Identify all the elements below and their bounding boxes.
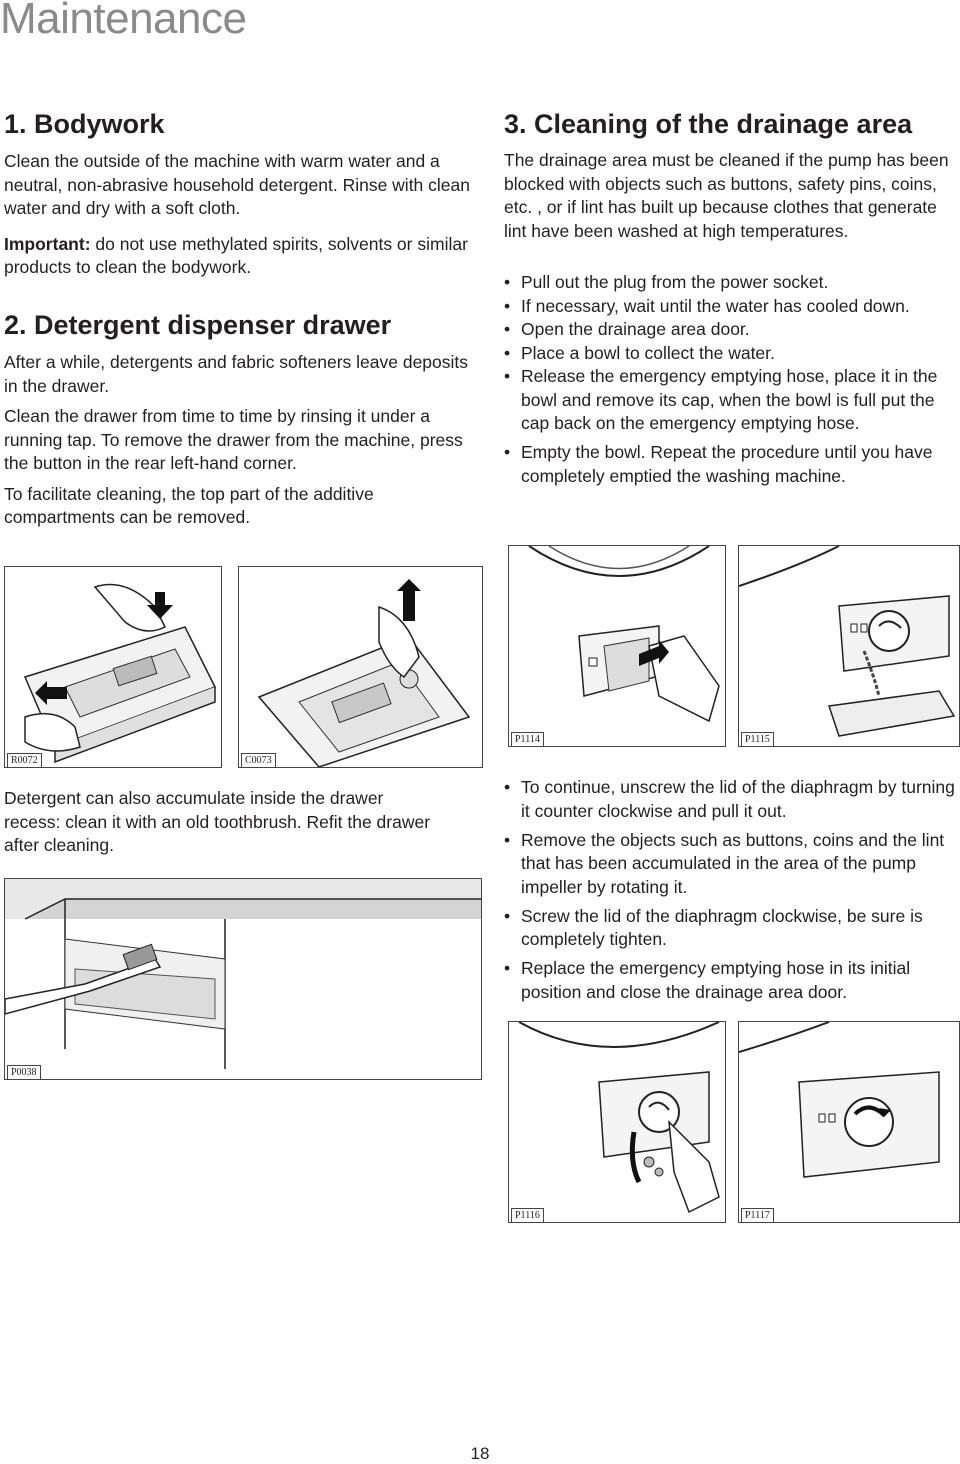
section-bodywork: [4, 108, 474, 280]
figure-drawer-compartment: [238, 566, 483, 768]
section-drainage-continued: [504, 776, 960, 1010]
list-item: • Open the drainage area door.: [504, 318, 960, 342]
figure-code: R0072: [7, 753, 42, 768]
list-item: • Place a bowl to collect the water.: [504, 342, 960, 366]
drainage-heading: 3. Cleaning of the drainage area: [504, 109, 913, 139]
bodywork-heading: 1. Bodywork: [4, 109, 165, 139]
list-item: • If necessary, wait until the water has cooled down.: [504, 295, 960, 319]
dispenser-para3: To facilitate cleaning, the top part of the additive compartments can be removed.: [4, 483, 374, 527]
dispenser-para1: After a while, detergents and fabric softeners leave deposits in the drawer.: [4, 352, 469, 396]
figure-code: P0038: [7, 1065, 41, 1080]
dispenser-heading: 2. Detergent dispenser drawer: [4, 310, 392, 340]
figure-code: P1116: [511, 1208, 544, 1223]
drainage-steps-list: [504, 271, 960, 488]
section-drainage: [504, 108, 960, 494]
list-item: • Empty the bowl. Repeat the procedure until you have completely emptied the washing machine.: [504, 441, 960, 488]
figure-toothbrush-cleaning: [4, 878, 482, 1080]
important-label: Important:: [4, 233, 91, 254]
list-item: • Release the emergency emptying hose, place it in the bowl and remove its cap, when the bowl is full put the cap back on the emergency emptying hose.: [504, 365, 960, 436]
figure-emergency-hose: [738, 545, 960, 747]
list-item: • Screw the lid of the diaphragm clockwise, be sure is completely tighten.: [504, 905, 960, 952]
figure-code: P1117: [741, 1208, 774, 1223]
figure-remove-lid: [508, 1021, 726, 1223]
figure-screw-lid: [738, 1021, 960, 1223]
page-number: 18: [470, 1444, 490, 1463]
dispenser-para2: Clean the drawer from time to time by rinsing it under a running tap. To remove the drawer from the machine, press the button in the rear left-hand corner.: [4, 406, 463, 473]
list-item: • Pull out the plug from the power socket.: [504, 271, 960, 295]
figure-code: C0073: [241, 753, 276, 768]
bodywork-para: Clean the outside of the machine with warm water and a neutral, non-abrasive household detergent. Rinse with clean water and dry with a soft cloth.: [4, 151, 470, 218]
figure-open-door: [508, 545, 726, 747]
drainage-intro: The drainage area must be cleaned if the pump has been blocked with objects such as buttons, safety pins, coins, etc. , or if lint has built up because clothes that generate lint have been washed at high temperatures.: [504, 150, 949, 241]
figure-code: P1115: [741, 732, 774, 747]
important-text: do not use methylated spirits, solvents or similar products to clean the bodywork.: [4, 233, 468, 277]
figure-drawer-removal: [4, 566, 222, 768]
page-title: Maintenance: [0, 0, 247, 43]
list-item: • Remove the objects such as buttons, coins and the lint that has been accumulated in the area of the pump impeller by rotating it.: [504, 829, 960, 900]
figure-code: P1114: [511, 732, 544, 747]
section-dispenser: [4, 309, 474, 530]
list-item: • To continue, unscrew the lid of the diaphragm by turning it counter clockwise and pull it out.: [504, 776, 960, 823]
list-item: • Replace the emergency emptying hose in its initial position and close the drainage area door.: [504, 957, 960, 1004]
drawer-recess-para: Detergent can also accumulate inside the drawer recess: clean it with an old toothbrush. Refit the drawer after cleaning.: [4, 788, 431, 855]
bodywork-important: [4, 233, 474, 280]
drainage-steps-list-2: [504, 776, 960, 1004]
